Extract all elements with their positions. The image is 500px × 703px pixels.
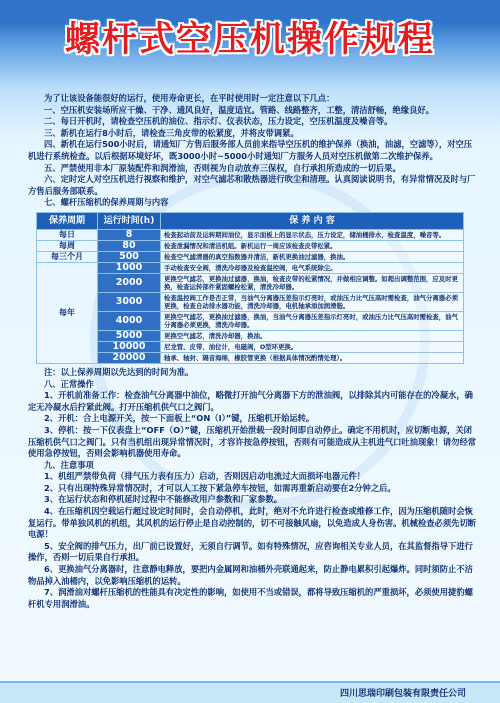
company-name: 四川思瑞印刷包装有限责任公司 [339, 689, 466, 699]
intro-text: 为了让该设备能很好的运行，使用寿命更长，在平时使用时一定注意以下几点： [44, 93, 335, 103]
header-hours: 运行时间(h) [98, 212, 161, 229]
section8-item-1: 1、开机前准备工作：检查油气分离器中油位，略微打开油气分离器下方的泄油阀，以排除其内可能存在的冷凝水，确定无冷凝水后拧紧此阀。打开压缩机供气口之阀门。 [28, 390, 473, 412]
table-row [37, 251, 464, 262]
section9-item-2: 2、只有出现特殊异常情况时，才可以人工按下紧急停车按钮，如需再重新启动要在2分钟之后。 [44, 482, 396, 493]
cell-hours: 2000 [98, 273, 161, 292]
cell-period: 每周 [37, 240, 98, 251]
cell-hours: 80 [98, 240, 161, 251]
paragraph-4: 四、新机在运行500小时后，请通知厂方售后服务部人员前来指导空压机的维护保养（换油，油滤，空滤等），对空压机进行系统检查。以后根据环境好坏，既3000小时~5000小时通知厂方服务人员对空压机做第二次维护保养。 [28, 139, 473, 161]
cell-period: 每三个月 [37, 251, 98, 262]
paragraph-7: 七、螺杆压缩机的保养周期与内容 [44, 197, 169, 208]
table-row [37, 240, 464, 251]
cell-hours: 20000 [98, 352, 161, 363]
paragraph-3: 三、新机在运行8小时后，请检查三角皮带的松紧度，并将皮带调紧。 [44, 127, 299, 138]
cell-content: 检查温控阀工作是否正常，当油气分离器压差指示灯亮时，或油压力比气压高时需检查，油气分离器必须更换，检查自动排水器功能，清洗冷却器，电机轴承添加润滑脂。 [161, 292, 464, 311]
table-row [37, 229, 464, 240]
section9-item-7: 7、润滑油对螺杆压缩机的性能具有决定性的影响，如使用不当或错误，都将导致压缩机的严重损坏，必须使用捷豹螺杆机专用润滑油。 [28, 587, 473, 609]
table-row [37, 262, 464, 273]
table-header-row [37, 212, 464, 229]
cell-hours: 500 [98, 251, 161, 262]
cell-period: 每年 [37, 262, 98, 363]
document-body [28, 93, 480, 610]
cell-content: 检查空气滤清器的真空指数器并清洁，新机更换油过滤器，换油。 [161, 251, 464, 262]
footer-bar [0, 681, 500, 703]
paragraph-2: 二、每日开机时，请检查空压机的油位、指示灯、仪表状态，压力设定，空压机温度及噪音等。 [44, 116, 393, 127]
cell-content: 尼龙管、皮带、油位计，电磁阀，O型环更换。 [161, 341, 464, 352]
cell-content: 更换空气滤芯，更换油过滤器，换油，检查皮带的松紧情况，并做相应调整。如超出调整范围，应及时更换，检查运转部件紧固螺栓松紧，清洗冷却器。 [161, 273, 464, 292]
paragraph-1: 一、空压机安装场所应干燥、干净、通风良好，温度适宜。管路、线路整齐，工整，清洁舒畅，绝缘良好。 [44, 104, 434, 115]
section9-item-4: 4、在压缩机因空载运行超过设定时间时，会自动停机，此时，绝对不允许进行检查或维修工作，因为压缩机随时会恢复运行。带单独风机的机组，其风机的运行停止是自动控制的，切不可接触风扇，以免造成人身伤害。机械检查必须先切断电源！ [28, 506, 477, 540]
cell-hours: 3000 [98, 292, 161, 311]
header-content: 保 养 内 容 [161, 212, 464, 229]
cell-hours: 5000 [98, 330, 161, 341]
cell-content: 检查起动前及运转期间油位，显示面板上的显示状态，压力设定，储油桶排水，检查温度，噪音等。 [161, 229, 464, 240]
page-title: 螺杆式空压机操作规程 [64, 20, 435, 60]
table-row [37, 273, 464, 292]
table-note: 注：以上保养周期以先达到的时间为准。 [44, 366, 194, 377]
paragraph-6: 六、定时定人对空压机进行视察和维护，对空气滤芯和散热器进行吹尘和清理。认真阅读说明书，有异常情况及时与厂方售后服务部联系。 [28, 174, 476, 196]
table-row [37, 292, 464, 311]
cell-hours: 10000 [98, 341, 161, 352]
section9-item-1: 1、机组严禁带负荷（排气压力表有压力）启动，否则因启动电流过大而损坏电器元件！ [44, 471, 366, 482]
section8-item-3: 3、停机：按一下仪表盘上“OFF（O）”键，压缩机开始泄载一段时间即自动停止。确定不用机时，应切断电源，关闭压缩机供气口之阀门。只有当机组出现异常情况时，才容许按急停按钮，否则有可能造成从主机进气口吐油现象！请勿经常使用急停按钮，否则会影响机器使用寿命。 [28, 424, 477, 459]
cell-hours: 4000 [98, 311, 161, 330]
cell-content: 轴承、轴封、隔音海绵，橡胶管更换（根据具体情况酌情处理）。 [161, 352, 464, 363]
section9-item-5: 5、安全阀的排气压力，出厂前已设置好，无须自行调节。如有特殊情况，应咨询相关专业人员，在其监督指导下进行操作，否则一切后果自行承担。 [28, 540, 473, 563]
header-period: 保养周期 [37, 212, 98, 229]
paragraph-5: 五、严禁使用非本厂原装配件和润滑油，否则视为自动放弃三保权，自行承担所造成的一切后果。 [44, 162, 401, 173]
table-row [37, 311, 464, 330]
cell-content: 手动检查安全阀，清洗冷却器及检查温控阀，电气系统除尘。 [161, 262, 464, 273]
maintenance-table [36, 212, 464, 364]
title-banner [0, 0, 500, 70]
section9-item-6: 6、更换油气分离器时，注意静电释放，要把内金属网和油桶外壳联通起来，防止静电累积引起爆炸。同时须防止不洁物品掉入油桶内，以免影响压缩机的运转。 [28, 564, 473, 586]
cell-content: 检查泄漏情况和清洁机组。新机运行一周应该检查皮带松紧。 [161, 240, 464, 251]
table-row [37, 341, 464, 352]
section8-title: 八、正常操作 [44, 378, 94, 389]
cell-hours: 8 [98, 229, 161, 240]
table-row [37, 352, 464, 363]
cell-content: 更换空气滤芯，清洗冷却器，换油。 [161, 330, 464, 341]
table-row [37, 330, 464, 341]
section9-title: 九、注意事项 [44, 459, 94, 470]
cell-content: 更换空气滤芯，更换油过滤器，换油，当油气分离器压差指示灯亮时，或油压力比气压高时需检查，油气分离器必须更换，清洗冷却器。 [161, 311, 464, 330]
section9-item-3: 3、在运行状态和停机延时过程中不能修改用户参数和厂家参数。 [44, 494, 283, 505]
cell-period: 每日 [37, 229, 98, 240]
section8-item-2: 2、开机：合上电源开关，按一下面板上“ON（I）”键，压缩机开始运转。 [44, 413, 315, 424]
cell-hours: 1000 [98, 262, 161, 273]
